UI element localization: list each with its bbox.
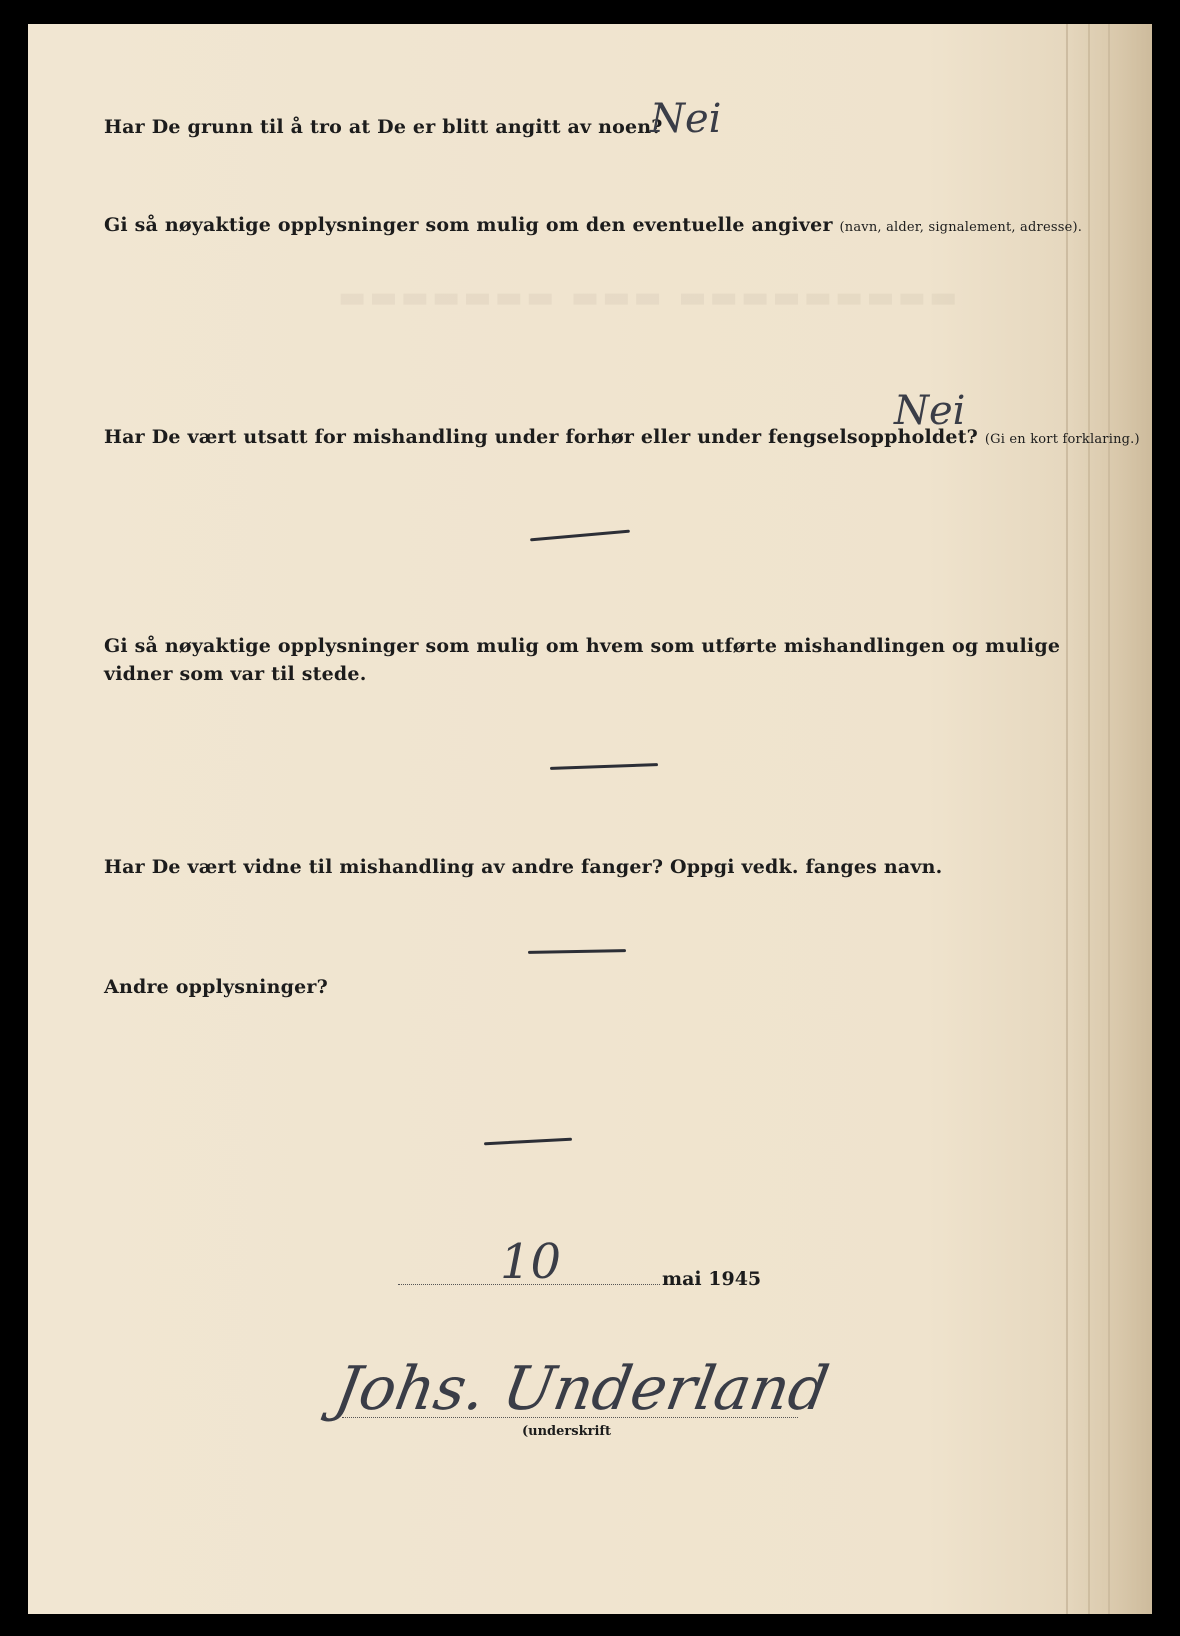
question-informer-note: (navn, alder, signalement, adresse). bbox=[839, 220, 1083, 235]
handwritten-dash bbox=[528, 949, 626, 954]
question-mistreatment-main: Har De vært utsatt for mishandling under forhør eller under fengselsoppholdet? bbox=[104, 426, 979, 448]
handwritten-dash bbox=[484, 1138, 572, 1146]
bleed-through: ▬▬▬▬▬▬▬ ▬▬▬ ▬▬▬▬▬▬▬▬▬ bbox=[338, 280, 961, 315]
handwritten-dash bbox=[530, 530, 630, 542]
answer-denounced: Nei bbox=[650, 96, 722, 142]
page-fold-line bbox=[1088, 24, 1090, 1614]
question-informer-main: Gi så nøyaktige opplysninger som mulig om den eventuelle angiver bbox=[104, 214, 833, 236]
page-fold-line bbox=[1066, 24, 1068, 1614]
question-informer-details bbox=[104, 214, 1082, 236]
question-mistreatment-note: (Gi en kort forklaring.) bbox=[984, 432, 1140, 447]
question-witness: Har De vært vidne til mishandling av andre fanger? Oppgi vedk. fanges navn. bbox=[104, 856, 943, 878]
signature: Johs. Underland bbox=[329, 1354, 834, 1424]
question-denounced: Har De grunn til å tro at De er blitt angitt av noen? bbox=[104, 116, 663, 138]
signature-label: (underskrift bbox=[522, 1424, 611, 1439]
date-month-year: mai 1945 bbox=[662, 1268, 762, 1290]
question-mistreatment bbox=[104, 426, 1140, 448]
question-other-info: Andre opplysninger? bbox=[104, 976, 328, 998]
date-day: 10 bbox=[500, 1234, 562, 1290]
handwritten-dash bbox=[550, 763, 658, 770]
page-fold-line bbox=[1108, 24, 1110, 1614]
form-page bbox=[28, 24, 1152, 1614]
answer-mistreatment: Nei bbox=[894, 388, 966, 434]
question-perpetrators: Gi så nøyaktige opplysninger som mulig om hvem som utførte mishandlingen og mulige vidner som var til stede. bbox=[104, 635, 1061, 685]
